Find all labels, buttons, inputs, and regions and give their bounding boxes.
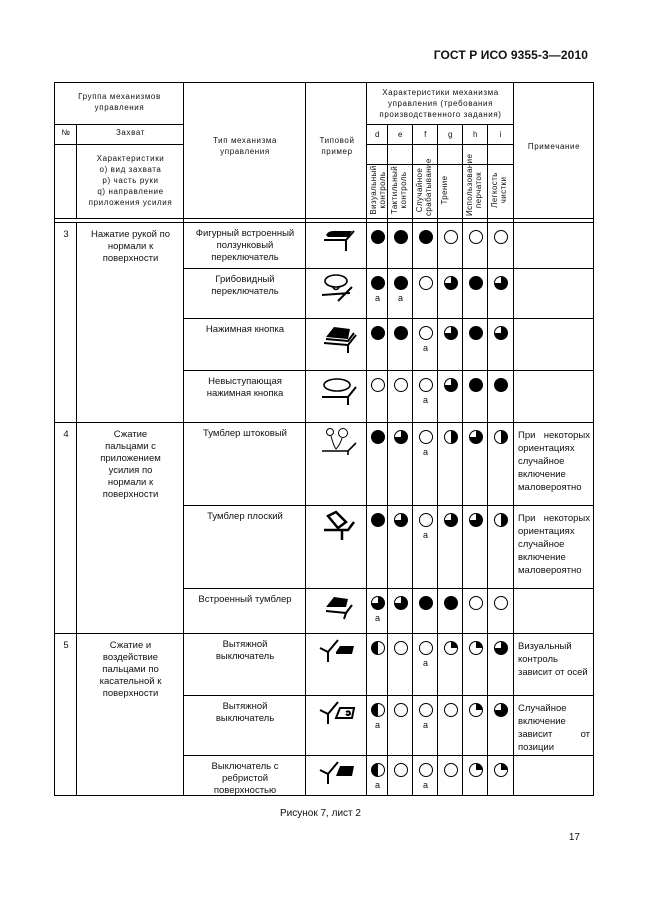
rating-half-icon	[494, 513, 508, 527]
rating-empty-icon	[469, 230, 483, 244]
mechanism-type: Грибовидный переключатель	[211, 274, 279, 297]
mechanism-type: Выключатель с ребристой поверхностью	[211, 761, 279, 796]
rating-three-quarter-icon	[444, 326, 458, 340]
table-rule	[366, 144, 513, 145]
table-rule	[366, 82, 367, 796]
rating-three-quarter-icon	[469, 430, 483, 444]
rating-half-left-icon	[371, 703, 385, 717]
rating-three-quarter-icon	[371, 596, 385, 610]
footnote-mark: a	[422, 530, 428, 540]
header-grip-chars-title: Характеристики	[96, 154, 165, 163]
mechanism-type: Нажимная кнопка	[205, 324, 285, 335]
group-number: 4	[63, 429, 69, 440]
rating-empty-icon	[419, 378, 433, 392]
table-rule	[183, 505, 594, 506]
rating-quarter-icon	[444, 641, 458, 655]
row-note: При некоторых ориентациях случайное включение маловероятно	[518, 430, 590, 493]
figure-caption: Рисунок 7, лист 2	[280, 808, 361, 819]
table-rule	[366, 124, 514, 125]
rating-full-icon	[371, 230, 385, 244]
rating-full-icon	[394, 230, 408, 244]
footnote-mark: a	[374, 720, 380, 730]
rating-three-quarter-icon	[394, 430, 408, 444]
footnote-mark: a	[397, 293, 403, 303]
rating-full-icon	[469, 276, 483, 290]
column-label-line2: чистки	[499, 176, 508, 204]
header-grip-char-q2: приложения усилия	[88, 198, 173, 207]
rating-empty-icon	[444, 763, 458, 777]
rating-empty-icon	[394, 378, 408, 392]
rating-empty-icon	[394, 763, 408, 777]
ribbed-switch-icon	[318, 760, 358, 792]
column-label-line2: срабатывание	[424, 158, 433, 216]
header-grip: Захват	[116, 128, 145, 137]
rating-three-quarter-icon	[494, 276, 508, 290]
characteristics-table	[54, 82, 594, 796]
table-rule	[183, 318, 594, 319]
footnote-mark: a	[422, 658, 428, 668]
column-label-i	[490, 164, 508, 216]
rating-quarter-icon	[469, 641, 483, 655]
rating-full-icon	[469, 326, 483, 340]
rating-half-left-icon	[371, 641, 385, 655]
column-label-line1: Тактильный	[390, 165, 399, 215]
header-example: Типовой пример	[319, 136, 355, 156]
table-rule	[183, 633, 594, 634]
rating-empty-icon	[444, 703, 458, 717]
column-label-line1: Случайное	[415, 167, 424, 213]
column-letter-g: g	[447, 130, 454, 139]
rating-empty-icon	[394, 641, 408, 655]
table-rule	[54, 124, 183, 125]
group-number: 3	[63, 229, 69, 240]
mechanism-type: Невыступающая нажимная кнопка	[206, 376, 284, 399]
rating-full-icon	[444, 596, 458, 610]
mechanism-type: Вытяжной выключатель	[215, 701, 275, 724]
rating-full-icon	[469, 378, 483, 392]
column-letter-e: e	[397, 130, 404, 139]
built-in-toggle-icon	[318, 593, 358, 625]
table-rule	[183, 695, 594, 696]
table-rule	[183, 370, 594, 371]
column-label-g	[440, 164, 449, 216]
header-mech-type: Тип механизма управления	[213, 136, 277, 156]
flat-toggle-icon	[318, 510, 358, 542]
rating-empty-icon	[444, 230, 458, 244]
header-group: Группа механизмов управления	[78, 92, 161, 112]
header-note: Примечание	[527, 142, 581, 151]
column-letter-d: d	[374, 130, 381, 139]
row-note: Визуальный контроль зависит от осей	[518, 641, 588, 678]
rating-full-icon	[394, 326, 408, 340]
column-label-line1: Легкость	[490, 172, 499, 208]
table-rule	[183, 422, 594, 423]
mechanism-type: Тумблер штоковый	[203, 428, 287, 439]
pull-switch-icon	[318, 638, 358, 670]
rating-quarter-icon	[469, 703, 483, 717]
column-label-f	[415, 158, 433, 216]
rating-empty-icon	[494, 596, 508, 610]
rating-three-quarter-icon	[444, 276, 458, 290]
rating-empty-icon	[419, 326, 433, 340]
rating-three-quarter-icon	[394, 596, 408, 610]
mechanism-type: Фигурный встроенный ползунковый переключатель	[195, 228, 295, 263]
column-label-line1: Трение	[440, 175, 449, 205]
group-grip-description: Нажатие рукой по нормали к поверхности	[91, 229, 171, 264]
rating-empty-icon	[371, 378, 385, 392]
group-number: 5	[63, 640, 69, 651]
rating-empty-icon	[419, 430, 433, 444]
column-label-e	[390, 164, 408, 216]
toggle-lever-icon	[318, 427, 358, 459]
rating-three-quarter-icon	[444, 378, 458, 392]
header-characteristics: Характеристики механизма управления (требования производственного задания)	[379, 88, 502, 119]
rating-empty-icon	[469, 596, 483, 610]
column-letter-i: i	[499, 130, 503, 139]
rating-full-icon	[371, 430, 385, 444]
footnote-mark: a	[374, 293, 380, 303]
rating-three-quarter-icon	[394, 513, 408, 527]
row-note: При некоторых ориентациях случайное включение маловероятно	[518, 513, 590, 576]
page-number: 17	[568, 832, 580, 843]
footnote-mark: a	[374, 780, 380, 790]
rating-full-icon	[394, 276, 408, 290]
rating-three-quarter-icon	[469, 513, 483, 527]
table-rule	[183, 268, 594, 269]
footnote-mark: a	[422, 395, 428, 405]
rating-half-left-icon	[371, 763, 385, 777]
footnote-mark: a	[422, 447, 428, 457]
mechanism-type: Вытяжной выключатель	[215, 639, 275, 662]
rating-three-quarter-icon	[444, 513, 458, 527]
rating-quarter-icon	[494, 763, 508, 777]
group-grip-description: Сжатие пальцами с приложением усилия по нормали к поверхности	[100, 429, 161, 500]
mechanism-type: Тумблер плоский	[207, 511, 283, 522]
column-label-line2: перчаток	[474, 171, 483, 209]
rating-half-icon	[444, 430, 458, 444]
footnote-mark: a	[422, 343, 428, 353]
slider-switch-icon	[318, 227, 358, 259]
table-rule	[183, 755, 594, 756]
header-grip-char-p: p) часть руки	[102, 176, 159, 185]
table-rule	[183, 222, 594, 223]
mushroom-switch-icon	[318, 273, 358, 305]
flush-push-button-icon	[318, 375, 358, 407]
rating-quarter-icon	[469, 763, 483, 777]
rating-three-quarter-icon	[494, 641, 508, 655]
column-label-line1: Использование	[465, 153, 474, 216]
rating-empty-icon	[419, 513, 433, 527]
column-label-line2: контроль	[378, 171, 387, 209]
push-button-icon	[318, 323, 358, 355]
rating-full-icon	[371, 513, 385, 527]
rating-full-icon	[419, 596, 433, 610]
header-grip-char-q: q) направление	[97, 187, 164, 196]
footnote-mark: a	[374, 613, 380, 623]
column-label-line1: Визуальный	[369, 165, 378, 215]
column-letter-h: h	[472, 130, 479, 139]
rating-three-quarter-icon	[494, 703, 508, 717]
row-note: Случайное включение зависит от позиции	[518, 703, 590, 753]
header-num: №	[61, 128, 71, 137]
column-label-d	[369, 164, 387, 216]
rating-three-quarter-icon	[494, 326, 508, 340]
rating-empty-icon	[419, 276, 433, 290]
column-letter-f: f	[424, 130, 427, 139]
rating-full-icon	[371, 276, 385, 290]
table-rule	[513, 82, 514, 796]
rating-empty-icon	[419, 641, 433, 655]
footnote-mark: a	[422, 720, 428, 730]
column-label-line2: контроль	[399, 171, 408, 209]
column-label-h	[465, 153, 483, 216]
rating-empty-icon	[419, 703, 433, 717]
rating-empty-icon	[394, 703, 408, 717]
table-rule	[183, 588, 594, 589]
rating-half-icon	[494, 430, 508, 444]
rating-empty-icon	[419, 763, 433, 777]
rating-full-icon	[371, 326, 385, 340]
rating-full-icon	[494, 378, 508, 392]
rating-empty-icon	[494, 230, 508, 244]
group-grip-description: Сжатие и воздействие пальцами по касательной к поверхности	[99, 640, 162, 699]
standard-header: ГОСТ Р ИСО 9355-3—2010	[433, 48, 588, 62]
mechanism-type: Встроенный тумблер	[198, 594, 292, 605]
pull-switch-knob-icon	[318, 700, 358, 732]
table-rule	[54, 144, 183, 145]
header-grip-char-o: o) вид захвата	[99, 165, 162, 174]
rating-full-icon	[419, 230, 433, 244]
footnote-mark: a	[422, 780, 428, 790]
